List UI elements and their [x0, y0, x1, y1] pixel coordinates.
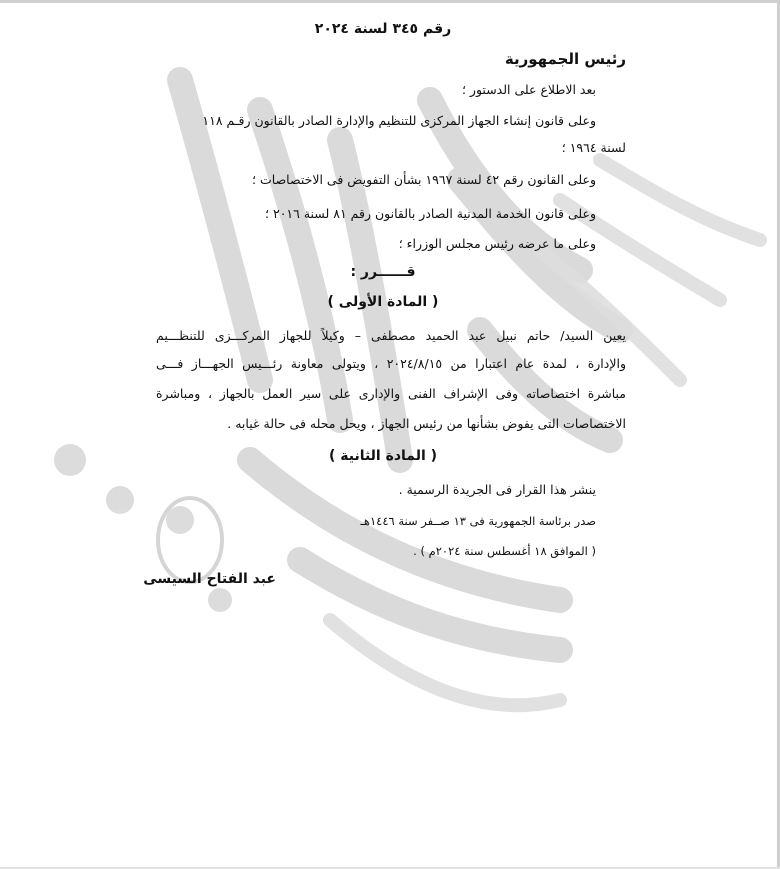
decree-issuer: رئيس الجمهورية [504, 50, 626, 68]
decree-number: رقم ٣٤٥ لسنة ٢٠٢٤ [314, 21, 452, 37]
preamble-line-1: بعد الاطلاع على الدستور ؛ [461, 82, 596, 97]
preamble-line-3: لسنة ١٩٦٤ ؛ [561, 140, 626, 155]
preamble-line-5: وعلى قانون الخدمة المدنية الصادر بالقانون رقم ٨١ لسنة ٢٠١٦ ؛ [265, 206, 596, 221]
preamble-line-2: وعلى قانون إنشاء الجهاز المركزى للتنظيم والإدارة الصادر بالقانون رقـم ١١٨ [202, 113, 596, 128]
article-1-line-2: والإدارة ، لمدة عام اعتبارا من ٢٠٢٤/٨/١٥ ، ويتولى معاونة رئـــيس الجهـــاز فـــى [156, 356, 626, 371]
article-1-line-1: يعين السيد/ حاتم نبيل عبد الحميد مصطفى – وكيلاً للجهاز المركـــزى للتنظـــيم [156, 328, 626, 343]
article-1-title: ( المادة الأولى ) [327, 294, 439, 310]
article-2-title: ( المادة الثانية ) [328, 448, 438, 464]
article-2-text: ينشر هذا القرار فى الجريدة الرسمية . [398, 482, 596, 497]
issued-line: صدر برئاسة الجمهورية فى ١٣ صــفر سنة ١٤٤٦هـ [360, 514, 596, 528]
decided-heading: قــــــرر : [350, 264, 416, 280]
article-1-line-3: مباشرة اختصاصاته وفى الإشراف الفنى والإدارى على سير العمل بالجهاز ، ومباشرة [156, 386, 626, 401]
page-top-border [0, 0, 780, 3]
preamble-line-6: وعلى ما عرضه رئيس مجلس الوزراء ؛ [398, 236, 596, 251]
article-1-line-4: الاختصاصات التى يفوض بشأنها من رئيس الجهاز ، ويحل محله فى حالة غيابه . [227, 416, 626, 431]
corresponding-date-line: ( الموافق ١٨ أغسطس سنة ٢٠٢٤م ) . [413, 544, 596, 558]
preamble-line-4: وعلى القانون رقم ٤٢ لسنة ١٩٦٧ بشأن التفويض فى الاختصاصات ؛ [252, 172, 596, 187]
signature: عبد الفتاح السيسى [143, 571, 276, 587]
